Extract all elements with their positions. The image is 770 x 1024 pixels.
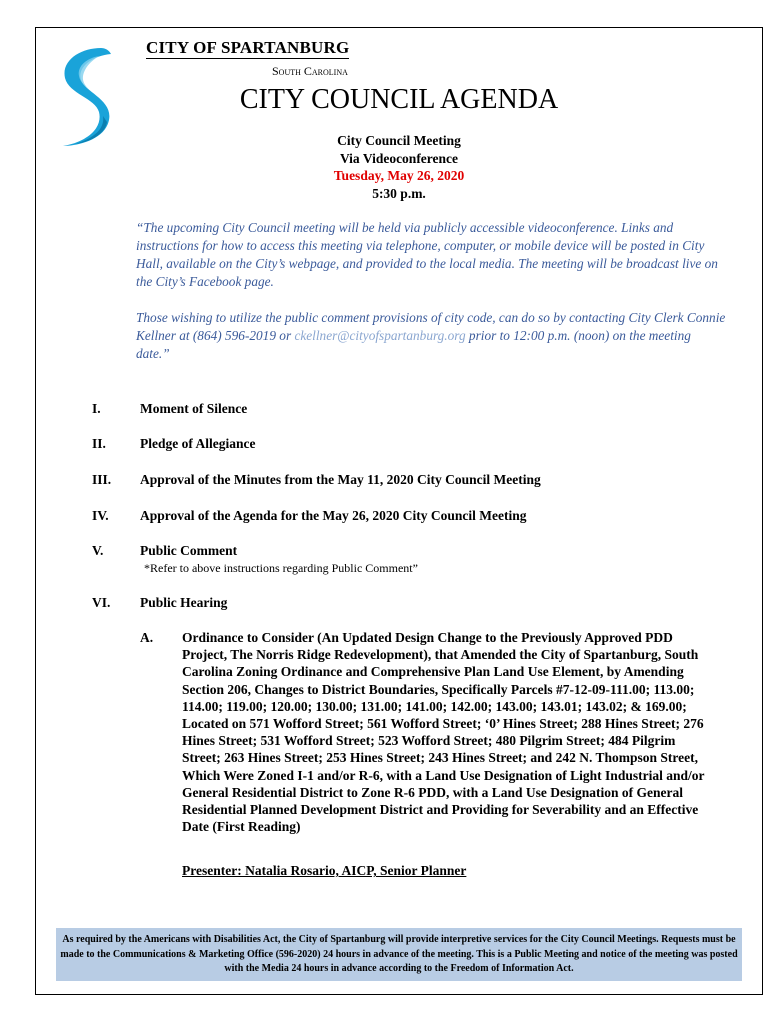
public-comment-notice-text: Those wishing to utilize the public comment provisions of city code, can do so by contacting City Clerk Connie Kellner at (864) 596-2019 or	[136, 310, 726, 343]
city-name: CITY OF SPARTANBURG	[146, 38, 350, 57]
agenda-item-note: *Refer to above instructions regarding Public Comment”	[144, 561, 418, 575]
agenda-item-number: VI.	[92, 595, 111, 610]
agenda-item-title: Public Hearing	[140, 595, 228, 610]
agenda-item-number: II.	[92, 436, 106, 451]
videoconference-notice: “The upcoming City Council meeting will be held via publicly accessible videoconference. Links and instructions for how to access this meeting via telephone, computer, or mobile device will be posted in City Hall, available on the City’s webpage, and provided to the local media. The meeting will be broadcast live on the City’s Facebook page.	[136, 220, 718, 289]
meeting-time: 5:30 p.m.	[372, 185, 426, 201]
agenda-item-title: Public Comment	[140, 543, 238, 558]
agenda-item-number: IV.	[92, 508, 109, 523]
meeting-format: Via Videoconference	[339, 150, 459, 166]
agenda-item-number: V.	[92, 543, 104, 558]
agenda-item-title: Approval of the Agenda for the May 26, 2020 City Council Meeting	[140, 508, 527, 523]
public-comment-notice-text-end: prior to 12:00 p.m. (noon) on the meeting date.”	[136, 328, 691, 361]
public-comment-notice	[136, 309, 726, 363]
agenda-item-number: III.	[92, 472, 112, 487]
meeting-type: City Council Meeting	[337, 133, 461, 148]
ada-footer-notice: As required by the Americans with Disabilities Act, the City of Spartanburg will provide interpretive services for the City Council Meetings. Requests must be made to the Communications & Marketing Office (596-2020) 24 hours in advance of the meeting. This is a Public Meeting and notice of the meeting was posted with the Media 24 hours in advance according to the Freedom of Information Act.	[56, 928, 742, 981]
agenda-item-title: Approval of the Minutes from the May 11, 2020 City Council Meeting	[140, 472, 541, 487]
public-hearing-item-letter: A.	[140, 630, 154, 645]
agenda-title: CITY COUNCIL AGENDA	[239, 84, 559, 115]
ordinance-description: Ordinance to Consider (An Updated Design Change to the Previously Approved PDD Project, The Norris Ridge Redevelopment), that Amended the City of Spartanburg, South Carolina Zoning Ordinance and Comprehensive Plan Land Use Element, by Amending Section 206, Changes to District Boundaries, Specifically Parcels #7-12-09-111.00; 113.00; 114.00; 119.00; 120.00; 130.00; 131.00; 141.00; 142.00; 143.00; 143.01; 143.02; & 169.00; Located on 571 Wofford Street; 561 Wofford Street; ‘0’ Hines Street; 288 Hines Street; 276 Hines Street; 531 Wofford Street; 523 Wofford Street; 480 Pilgrim Street; 484 Pilgrim Street; 263 Hines Street; 253 Hines Street; 243 Hines Street; and 242 N. Thompson Street, Which Were Zoned I-1 and/or R-6, with a Land Use Designation of Light Industrial and/or General Residential District to Zone R-6 PDD, with a Land Use Designation of General Residential Planned Development District and Providing for Severability and an Effective Date (First Reading)	[182, 630, 705, 835]
state-name: South Carolina	[272, 64, 348, 78]
presenter-line: Presenter: Natalia Rosario, AICP, Senior Planner	[182, 863, 467, 878]
agenda-page	[35, 27, 763, 995]
agenda-item-number: I.	[92, 401, 101, 416]
agenda-item-title: Pledge of Allegiance	[140, 436, 256, 451]
meeting-info	[36, 132, 762, 202]
meeting-date: Tuesday, May 26, 2020	[333, 168, 465, 183]
clerk-email-link[interactable]: ckellner@cityofspartanburg.org	[294, 328, 466, 343]
agenda-item-title: Moment of Silence	[140, 401, 248, 416]
